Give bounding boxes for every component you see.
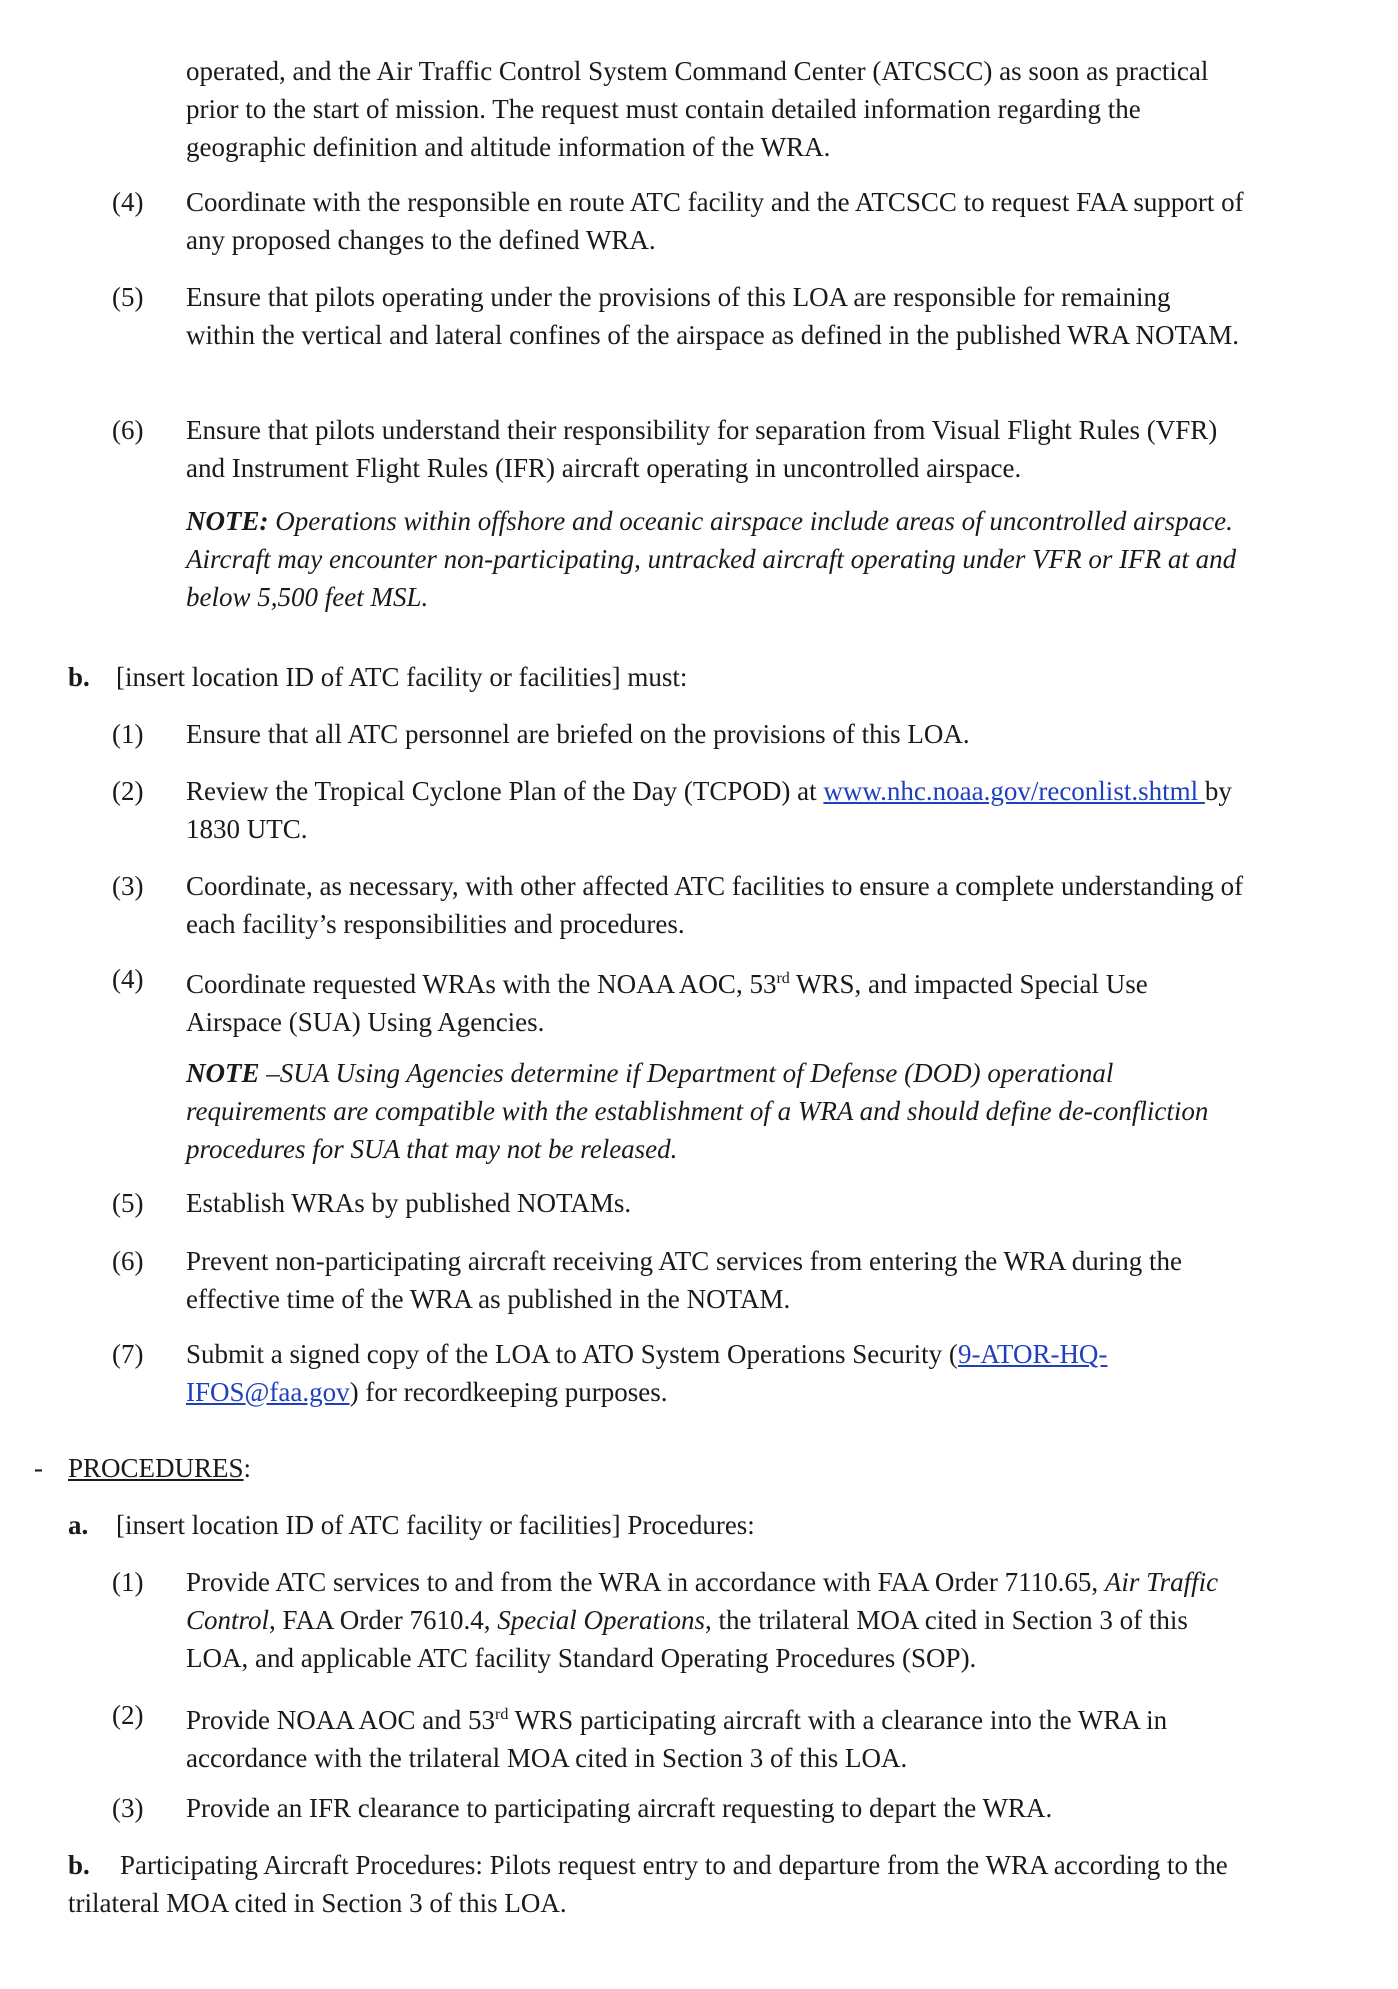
- item-text: , FAA Order 7610.4,: [269, 1605, 498, 1635]
- list-item: [186, 1563, 1246, 1677]
- list-item: Prevent non-participating aircraft receiving ATC services from entering the WRA during the effective time of the WRA as published in the NOTAM.: [186, 1246, 1182, 1314]
- item-number: (4): [112, 964, 144, 994]
- item-number: (6): [112, 415, 144, 445]
- item-number: (3): [112, 1793, 144, 1823]
- heading-text: PROCEDURES: [68, 1453, 244, 1483]
- item-text: Submit a signed copy of the LOA to ATO System Operations Security (: [186, 1339, 958, 1369]
- list-item: Coordinate with the responsible en route ATC facility and the ATCSCC to request FAA support of any proposed changes to the defined WRA.: [186, 187, 1244, 255]
- list-item: [186, 1696, 1246, 1777]
- list-item: [186, 772, 1246, 848]
- item-number: (3): [112, 871, 144, 901]
- list-item: Ensure that pilots operating under the provisions of this LOA are responsible for remaining within the vertical and lateral confines of the airspace as defined in the published WRA NOTAM.: [186, 282, 1240, 350]
- note-label: NOTE: [186, 1058, 260, 1088]
- item-number: (5): [112, 282, 144, 312]
- item-italic: Special Operations: [497, 1605, 705, 1635]
- item-italic: Air Traffic Control: [186, 1567, 1219, 1635]
- list-item: Ensure that all ATC personnel are briefed on the provisions of this LOA.: [186, 719, 970, 749]
- section-b-title: [insert location ID of ATC facility or facilities] must:: [116, 662, 688, 692]
- section-letter: b.: [68, 662, 90, 692]
- item-text: Provide NOAA AOC and 53: [186, 1705, 495, 1735]
- section-letter: a.: [68, 1510, 89, 1540]
- continuation-paragraph: operated, and the Air Traffic Control System Command Center (ATCSCC) as soon as practical prior to the start of mission. The request must contain detailed information regarding the geographic definition and altitude information of the WRA.: [186, 56, 1209, 162]
- procedures-a-title: [insert location ID of ATC facility or facilities] Procedures:: [116, 1510, 755, 1540]
- note-sua: [186, 1054, 1246, 1168]
- item-text: WRS, and impacted Special Use Airspace (SUA) Using Agencies.: [186, 969, 1148, 1037]
- email-link[interactable]: 9-ATOR-HQ-IFOS@faa.gov: [186, 1339, 1108, 1407]
- item-number: (2): [112, 776, 144, 806]
- item-text: Coordinate requested WRAs with the NOAA AOC, 53: [186, 969, 777, 999]
- note-text: –SUA Using Agencies determine if Department of Defense (DOD) operational requirements are compatible with the establishment of a WRA and should define de-confliction procedures for SUA that may not be released.: [186, 1058, 1209, 1164]
- list-item: [186, 1335, 1246, 1411]
- list-item: Coordinate, as necessary, with other affected ATC facilities to ensure a complete understanding of each facility’s responsibilities and procedures.: [186, 871, 1244, 939]
- item-text: ) for recordkeeping purposes.: [349, 1377, 668, 1407]
- section-bullet: -: [34, 1453, 43, 1483]
- superscript: rd: [776, 970, 790, 987]
- note-text: Operations within offshore and oceanic airspace include areas of uncontrolled airspace. Aircraft may encounter non-participating, untracked aircraft operating under VFR or IFR at and below 5,500 feet MSL.: [186, 506, 1237, 612]
- item-text: Provide ATC services to and from the WRA in accordance with FAA Order 7110.65,: [186, 1567, 1105, 1597]
- item-number: (1): [112, 1567, 144, 1597]
- tcpod-link[interactable]: www.nhc.noaa.gov/reconlist.shtml: [823, 776, 1205, 806]
- procedures-b-text: Participating Aircraft Procedures: Pilots request entry to and departure from the WRA according to the trilateral MOA cited in Section 3 of this LOA.: [68, 1850, 1228, 1918]
- item-number: (2): [112, 1700, 144, 1730]
- item-number: (1): [112, 719, 144, 749]
- list-item: [186, 960, 1246, 1041]
- note-label: NOTE:: [186, 506, 269, 536]
- item-text: Review the Tropical Cyclone Plan of the Day (TCPOD) at: [186, 776, 824, 806]
- item-number: (7): [112, 1339, 144, 1369]
- procedures-heading: [68, 1449, 1128, 1487]
- list-item: Provide an IFR clearance to participating aircraft requesting to depart the WRA.: [186, 1793, 1053, 1823]
- list-item: Establish WRAs by published NOTAMs.: [186, 1188, 632, 1218]
- item-number: (4): [112, 187, 144, 217]
- item-text: WRS participating aircraft with a clearance into the WRA in accordance with the trilateral MOA cited in Section 3 of this LOA.: [186, 1705, 1168, 1773]
- item-number: (5): [112, 1188, 144, 1218]
- item-text: by 1830 UTC.: [186, 776, 1232, 844]
- section-letter: b.: [68, 1850, 90, 1880]
- item-text: , the trilateral MOA cited in Section 3 of this LOA, and applicable ATC facility Standard Operating Procedures (SOP).: [186, 1605, 1188, 1673]
- note-offshore: [186, 502, 1246, 616]
- list-item: Ensure that pilots understand their responsibility for separation from Visual Flight Rules (VFR) and Instrument Flight Rules (IFR) aircraft operating in uncontrolled airspace.: [186, 415, 1218, 483]
- heading-colon: :: [243, 1453, 252, 1483]
- item-number: (6): [112, 1246, 144, 1276]
- superscript: rd: [495, 1706, 509, 1723]
